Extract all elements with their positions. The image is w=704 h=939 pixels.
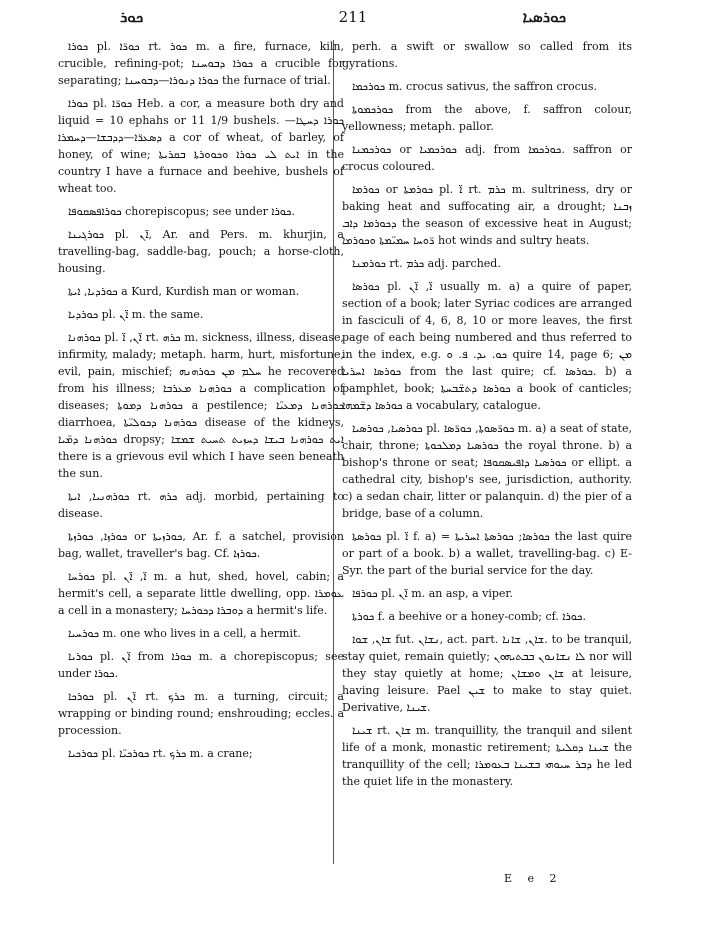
running-head-left: ܟܘܪ xyxy=(120,8,144,26)
left-column xyxy=(58,38,344,768)
dictionary-entry: ܟܘܪܐܦܣܩܘܦܐ chorepiscopus; see under ܟܘܪܐ. xyxy=(68,205,295,218)
page-header xyxy=(40,6,666,30)
dictionary-entry: ܟܘܪܬܐ f. a beehive or a honey-comb; cf. ܟܘܪܐ. xyxy=(352,610,586,623)
dictionary-entry: ܟܘܪܕܝܐ pl. ܐ̈ܢ m. the same. xyxy=(68,308,204,321)
dictionary-entry: ܟܘܪܝܐ pl. ܐ̈ܢ from ܟܘܪܐ m. a chorepiscopus; see under ܟܘܪܐ. xyxy=(58,650,344,680)
dictionary-entry: ܟܘܪܟܡܢܐ or ܟܘܪܟܡܝܐ adj. from ܟܘܪܟܡܐ. saffron or crocus coloured. xyxy=(342,143,632,173)
dictionary-entry: ܟܘܪܐ pl. ܟܘܪ̈ܐ rt. ܟܘܪ m. a fire, furnace, kiln, crucible, refining-pot; ܟܘܪܐ ܕܒܘܚܢܐ a crucible for separating; ܟܘܪܐ ܕܢܘܪܐ—ܕܒܘܚܢܐ the furnace of trial. xyxy=(58,40,344,87)
dictionary-entry: ܟܘܪܟܡܐ m. crocus sativus, the saffron crocus. xyxy=(352,80,597,93)
dictionary-entry: ܟܘܪܦܐ pl. ܐ̈ܢ m. an asp, a viper. xyxy=(352,587,513,600)
dictionary-entry: ܟܘܪܣܝܐ, ܟܘܪܣܝܐ pl. ܟܘܪ̈ܣܘܬܐ, ܟܘܪ̈ܣܐ m. a) a seat of state, chair, throne; ܟܘܪܣܝܐ ܕܡܠܟܘܬܐ the royal throne. b) a bishop's throne or seat; ܟܘܪܣܝܐ ܕܐܦܝܣܩܘܦܐ or ellipt. a cathedral city, bishop's see, jurisdiction, authority. c) a sedan chair, litter or palanquin. d) the pier of a bridge, base of a column. xyxy=(342,422,633,520)
dictionary-entry: ܟܘܪܗܢܐ pl. ܐ̈ܢ, ܐ̈ rt. ܟܪܗ m. sickness, illness, disease, infirmity, malady; metaph. harm, hurt, misfortune, evil, pain, mischief; ܚܠܡ ܡܢ ܟܘܪܗܢܗ he recovered from his illness; ܟܘܪܗܢܐ ܡܥܪܒܐ a complication of diseases; ܟܘܪܗܢܐ ܕܡܘܬܐ a pestilence; ܟܘܪܗܢܐ ܕܡܥܝ̈ܐ diarrhoea, ܟܘܪܗܢܐ ܕܟܘܠܝ̈ܬܐ disease of the kidneys, ܟܘܪܗܢܐ ܕܡ̈ܝܐ dropsy; ܐܝܬ ܟܘܪܗܢܐ ܒܝܫܐ ܕܚܙܝܬ ܬܚܝܬ ܫܡܫܐ there is a grievous evil which I have seen beneath the sun. xyxy=(58,331,344,480)
dictionary-entry: ܟܘܪܙܐ, ܟܘܪܙܬܐ or ܟܘܪܙܝܬܐ, Ar. f. a satchel, provision bag, wallet, traveller's bag. Cf. ܟܘܪܙܐ. xyxy=(58,530,345,560)
dictionary-entry: ܟܘܪܣܬܐ pl. ܐ̈ f. a) = ܟܘܪܣܐ; ܟܘܪܣܬܐ ܐܚܪܝܬܐ the last quire or part of a book. b) a wallet, travelling-bag. c) E-Syr. the part of the burial service for the day. xyxy=(342,530,632,577)
dictionary-entry: ܫܝܢܐ rt. ܫܐܢ m. tranquillity, the tranquil and silent life of a monk, monastic retirement; ܫܝܢܐ ܕܩܠܝܬܐ the tranquillity of the cell; ܕܒܪ ܚܝܘܗܝ ܒܫܝܢܐ ܒܥܘܡܪܐ he led the quiet life in the monastery. xyxy=(342,724,633,788)
dictionary-entry: ܟܘܪܟܝܐ pl. ܟܘܪܟܝ̈ܐ rt. ܟܪܟ m. a crane; xyxy=(68,747,253,760)
signature-mark: E e 2 xyxy=(504,872,563,885)
dictionary-entry: ܟܘܪܚܐ pl. ܐ̈, ܐ̈ܢ m. a hut, shed, hovel, cabin; a hermit's cell, a separate little dwelling, opp. ܥܘܡܪܐ a cell in a monastery; ܕܘܒܪܐ ܕܟܘܪܚܐ a hermit's life. xyxy=(58,570,344,617)
dictionary-entry: ܟܘܪܓܝܢܐ pl. ܐ̈ܢ, Ar. and Pers. m. khurjin, a travelling-bag, saddle-bag, pouch; a horse-cloth, housing. xyxy=(58,228,344,275)
running-head-right: ܟܘܪܣܝܐ xyxy=(522,8,566,26)
dictionary-entry: ܫܐܢ, ܫܘܐ fut. ܢܫܐܢ, act. part. ܫܐܢ, ܫܐܢܐ. to be tranquil, stay quiet, remain quietly; ܠܐ ܢܫܐܢܘܢ ܒܒܬܝܗܘܢ nor will they stay quietly at home; ܫܐܢ ܘܡܫܐܢ at leisure, having leisure. Pael ܫܝܢ to make to stay quiet. Derivative, ܫܝܢܐ. xyxy=(342,633,632,714)
dictionary-entry: ܟܘܪܟܡܘܬܐ from the above, f. saffron colour, yellowness; metaph. pallor. xyxy=(342,103,632,133)
dictionary-entry: ܟܘܪܐ pl. ܟܘܪ̈ܐ Heb. a cor, a measure both dry and liquid = 10 ephahs or 11 1/9 bushels. ܟܘܪܐ ܕܚܛܐ—ܕܣܥܪ̈ܐ—ܕܕܒܫܐ—ܕܚܡܪܐ a cor of wheat, of barley, of honey, of wine; ܐܝܬ ܠܝ ܟܘܪܐ ܘܟܘܘܪܬܐ ܒܩܪܝܬܐ in the country I have a furnace and beehive, bushels of wheat too. xyxy=(58,97,345,195)
dictionary-entry: ܟܘܪܕܝܐ, ܐܝܬܐ a Kurd, Kurdish man or woman. xyxy=(68,285,300,298)
dictionary-entry: ܟܘܪܡܢܐ rt. ܟܪܡ adj. parched. xyxy=(352,257,501,270)
dictionary-entry: ܟܘܪܟܐ pl. ܐ̈ܢ rt. ܟܪܟ m. a turning, circuit; a wrapping or binding round; enshrouding; eccles. a procession. xyxy=(58,690,344,737)
dictionary-entry: ܟܘܪܡܐ or ܟܘܪܡܬܐ pl. ܐ̈ rt. ܟܪܡ m. sultriness, dry or baking heat and suffocating air, a drought; ܙܒܢܐ ܕܟܘܪܡܐ ܕܐܒ the season of excessive heat in August; ܪ̈ܘܚܐ ܚܡܝ̈ܡܬܐ ܘܟܘܪܡܐ hot winds and sultry heats. xyxy=(342,183,632,247)
dictionary-entry: ܟܘܪܣܐ pl. ܐ̈, ܐ̈ܢ usually m. a) a quire of paper, section of a book; later Syriac codices are arranged in fasciculi of 4, 6, 8, 10 or more leaves, the first page of each being numbered and thus referred to in the index, e.g. ܟܘ. ܝܕ. ܦ. ܘ quire 14, page 6; ܡܢ ܟܘܪܣܐ ܐܚܪܝܐ from the last quire; cf. ܟܘܪܣܐ. b) a pamphlet, book; ܟܘܪܣܐ ܕܬܫ̈ܒܚܬܐ a book of canticles; ܟܘܪܣܐ ܕܫ̈ܡܗܐ a vocabulary, catalogue. xyxy=(342,280,632,412)
page-number: 211 xyxy=(338,8,368,26)
dictionary-entry: ܟܘܪܗܢܝܐ, ܐܝܬܐ rt. ܟܪܗ adj. morbid, pertaining to disease. xyxy=(58,490,344,520)
right-column xyxy=(342,38,632,796)
dictionary-entry: ܟܘܪܚܝܐ m. one who lives in a cell, a hermit. xyxy=(68,627,301,640)
dictionary-entry: perh. a swift or swallow so called from its gyrations. xyxy=(342,40,632,70)
